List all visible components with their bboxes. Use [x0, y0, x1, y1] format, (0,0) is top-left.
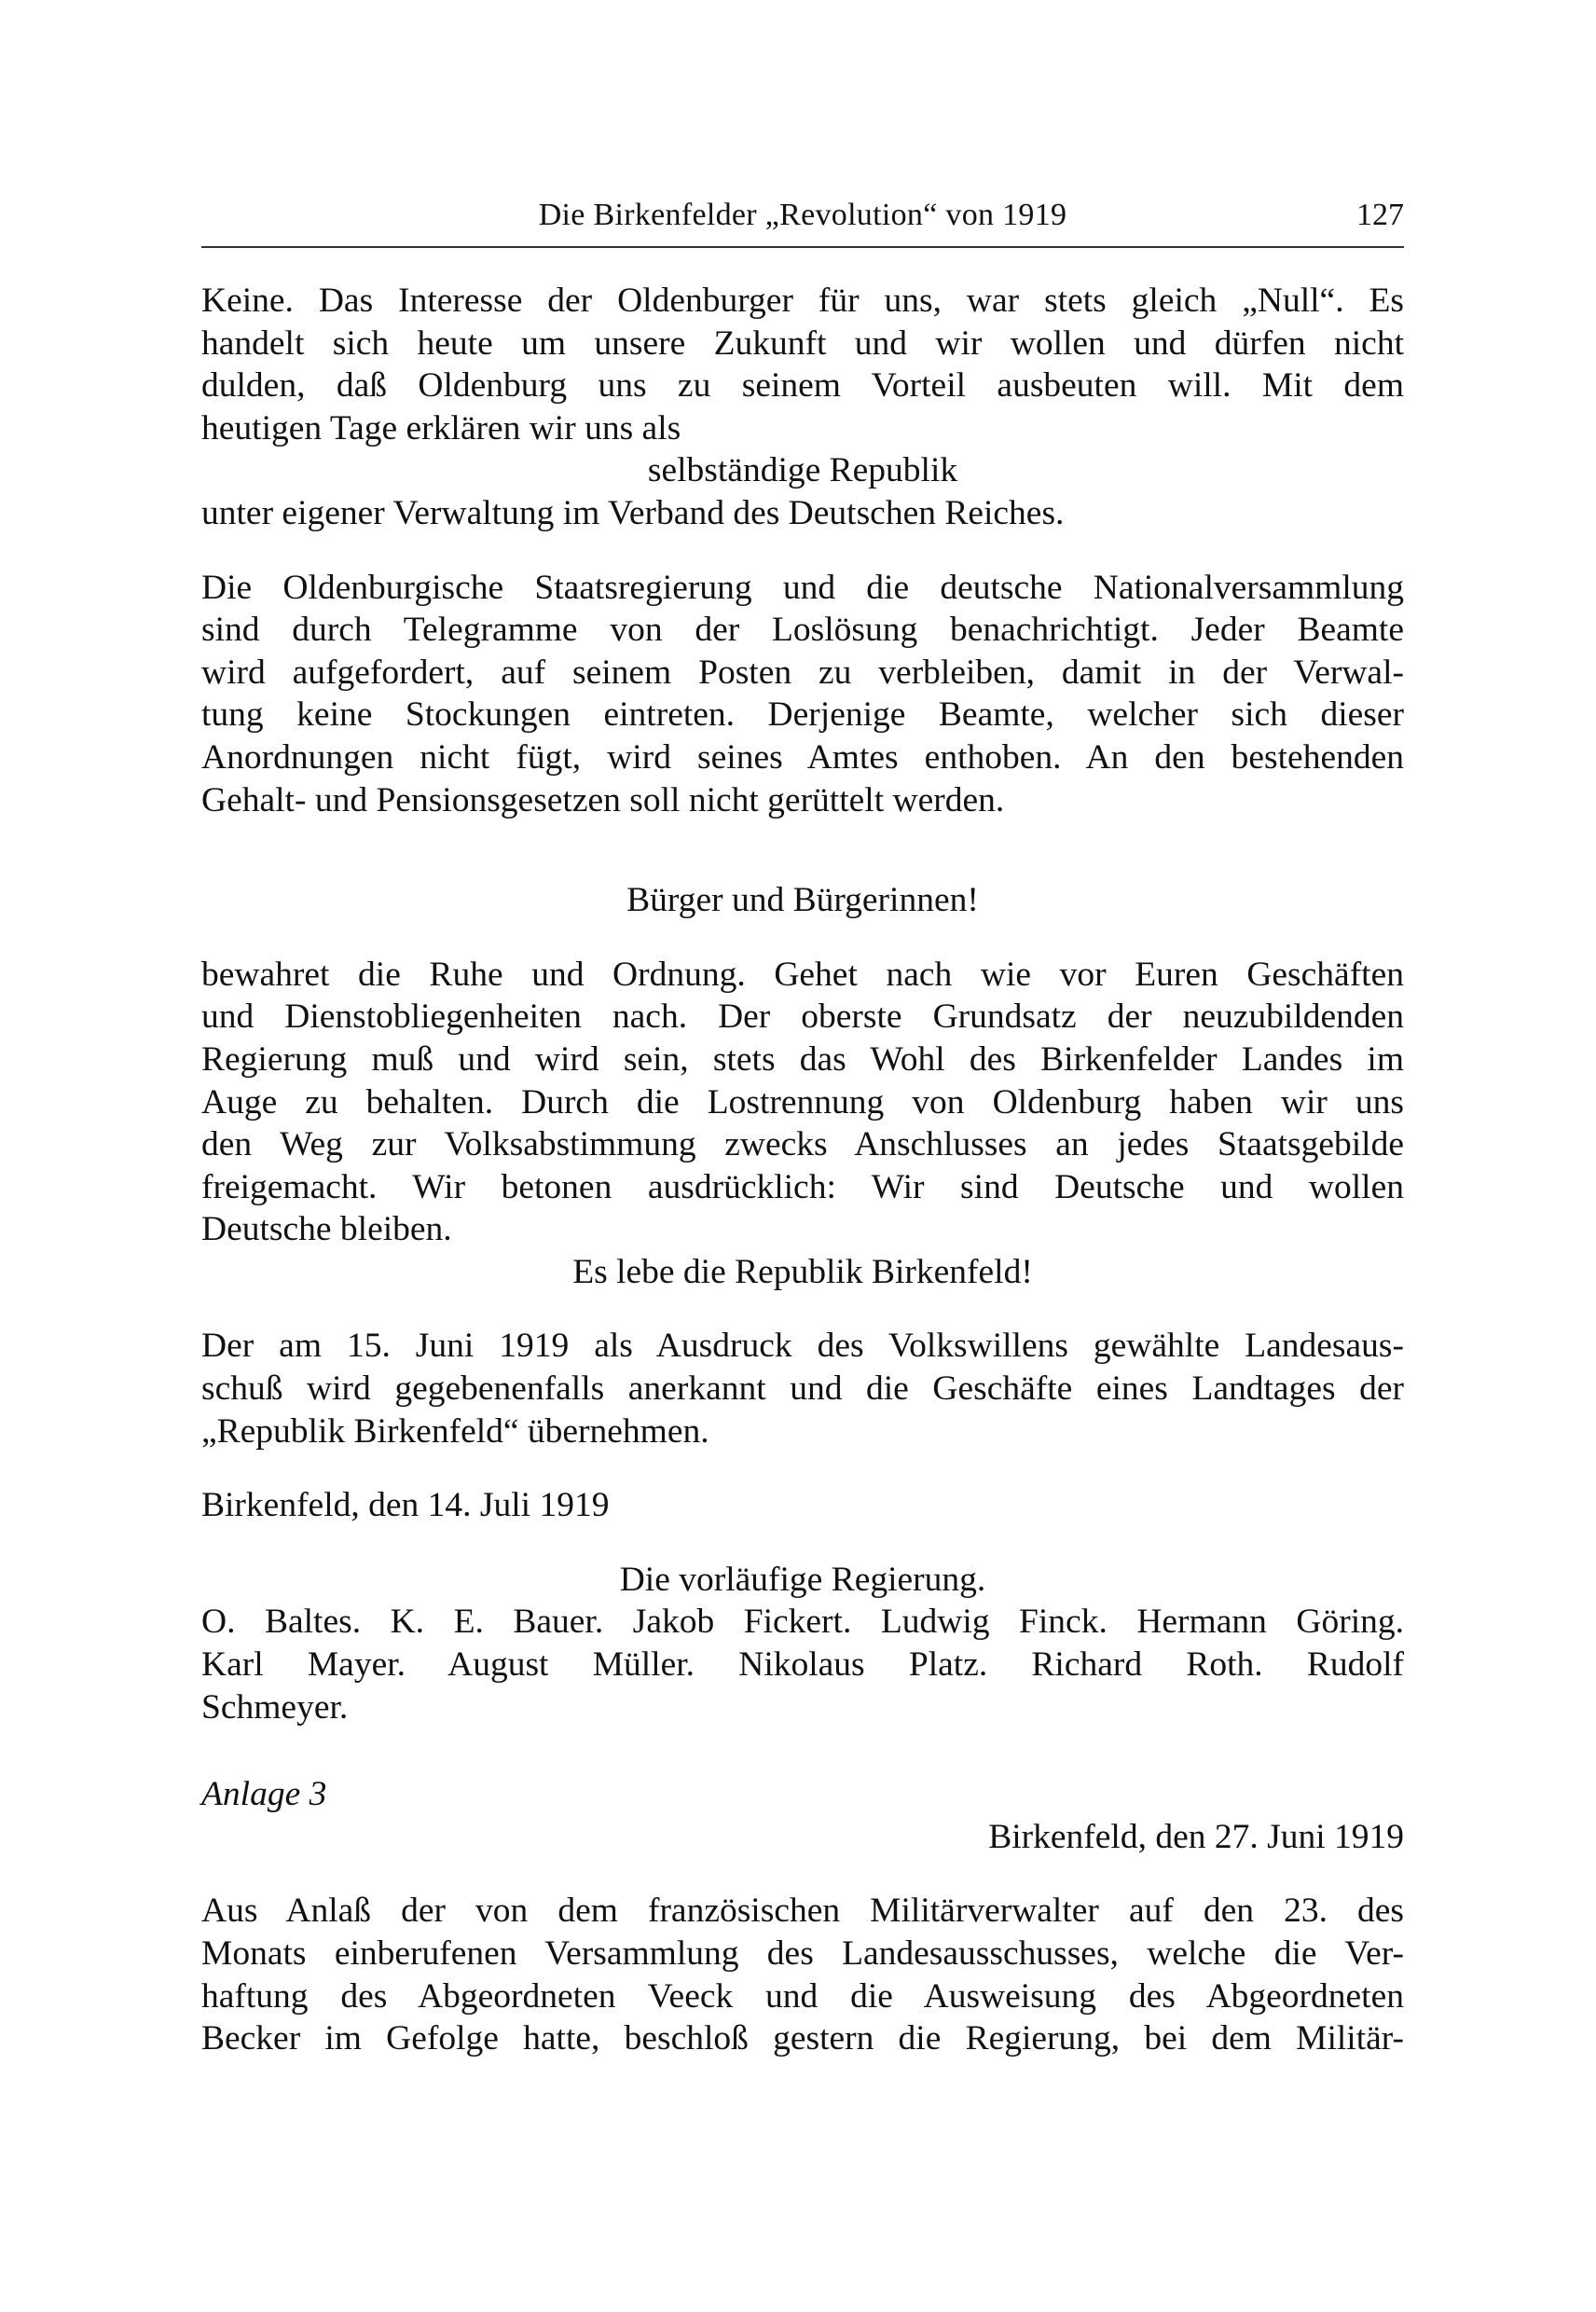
text-line: haftung des Abgeordneten Veeck und die Ausweisung des Abgeordneten	[201, 1976, 1404, 2016]
signatures-block	[201, 1559, 1404, 1728]
annex-heading: Anlage 3	[201, 1775, 327, 1814]
text-line: Deutsche bleiben.	[201, 1210, 452, 1249]
centered-line-republic: selbständige Republik	[647, 451, 958, 490]
text-line: Anordnungen nicht fügt, wird seines Amtes enthoben. An den bestehenden	[201, 737, 1404, 777]
signatory-title: Die vorläufige Regierung.	[619, 1560, 986, 1599]
signatory-line: O. Baltes. K. E. Bauer. Jakob Fickert. Ludwig Finck. Hermann Göring.	[201, 1603, 1404, 1642]
paragraph-notification	[201, 567, 1404, 822]
page-number: 127	[1356, 198, 1404, 232]
spacer	[201, 1452, 1404, 1484]
paragraph-declaration	[201, 280, 1404, 535]
annex-dateline: Birkenfeld, den 27. Juni 1919	[988, 1817, 1404, 1856]
text-line: schuß wird gegebenenfalls anerkannt und die Geschäfte eines Landtages der	[201, 1369, 1404, 1409]
text-line: Gehalt- und Pensionsgesetzen soll nicht gerüttelt werden.	[201, 780, 1005, 819]
paragraph-committee	[201, 1325, 1404, 1452]
text-line: Auge zu behalten. Durch die Lostrennung von Oldenburg haben wir uns	[201, 1082, 1404, 1122]
header-rule	[201, 246, 1404, 248]
text-line: Becker im Gefolge hatte, beschloß gestern die Regierung, bei dem Militär-	[201, 2019, 1404, 2058]
dateline-block	[201, 1484, 1404, 1527]
text-line: dulden, daß Oldenburg uns zu seinem Vorteil ausbeuten will. Mit dem	[201, 366, 1404, 406]
text-line: sind durch Telegramme von der Loslösung benachrichtigt. Jeder Beamte	[201, 611, 1404, 650]
salutation-block	[201, 879, 1404, 922]
spacer	[201, 1293, 1404, 1325]
page-body	[201, 280, 1404, 2060]
spacer	[201, 922, 1404, 954]
dateline: Birkenfeld, den 14. Juli 1919	[201, 1486, 610, 1525]
text-line: und Dienstobliegenheiten nach. Der oberste Grundsatz der neuzubildenden	[201, 998, 1404, 1037]
spacer	[201, 1527, 1404, 1559]
spacer	[201, 1858, 1404, 1890]
paragraph-appeal	[201, 954, 1404, 1294]
text-line: „Republik Birkenfeld“ übernehmen.	[201, 1411, 709, 1451]
text-line: unter eigener Verwaltung im Verband des Deutschen Reiches.	[201, 493, 1065, 532]
text-line: den Weg zur Volksabstimmung zwecks Anschlusses an jedes Staatsgebilde	[201, 1125, 1404, 1164]
text-line: wird aufgefordert, auf seinem Posten zu verbleiben, damit in der Verwal-	[201, 653, 1404, 692]
annex-block	[201, 1773, 1404, 1858]
signatory-line: Karl Mayer. August Müller. Nikolaus Platz. Richard Roth. Rudolf	[201, 1645, 1404, 1685]
text-line: Regierung muß und wird sein, stets das Wohl des Birkenfelder Landes im	[201, 1039, 1404, 1079]
text-line: Aus Anlaß der von dem französischen Militärverwalter auf den 23. des	[201, 1892, 1404, 1931]
running-title: Die Birkenfelder „Revolution“ von 1919	[538, 198, 1067, 232]
page-header	[201, 191, 1404, 243]
text-line: Keine. Das Interesse der Oldenburger für uns, war stets gleich „Null“. Es	[201, 282, 1404, 320]
text-line: tung keine Stockungen eintreten. Derjenige Beamte, welcher sich dieser	[201, 695, 1404, 735]
text-line: bewahret die Ruhe und Ordnung. Gehet nach wie vor Euren Geschäften	[201, 955, 1404, 994]
text-line: Monats einberufenen Versammlung des Landesausschusses, welche die Ver-	[201, 1934, 1404, 1973]
paragraph-annex	[201, 1890, 1404, 2059]
spacer	[201, 535, 1404, 567]
spacer	[201, 1728, 1404, 1773]
exclamation-line: Es lebe die Republik Birkenfeld!	[572, 1252, 1033, 1291]
text-line: freigemacht. Wir betonen ausdrücklich: Wir sind Deutsche und wollen	[201, 1167, 1404, 1206]
text-line: Der am 15. Juni 1919 als Ausdruck des Volkswillens gewählte Landesaus-	[201, 1327, 1404, 1366]
spacer	[201, 821, 1404, 879]
text-line: Die Oldenburgische Staatsregierung und die deutsche Nationalversammlung	[201, 568, 1404, 607]
text-line: handelt sich heute um unsere Zukunft und wir wollen und dürfen nicht	[201, 323, 1404, 363]
text-line: heutigen Tage erklären wir uns als	[201, 408, 681, 447]
salutation: Bürger und Bürgerinnen!	[626, 881, 979, 920]
signatory-line: Schmeyer.	[201, 1687, 349, 1727]
